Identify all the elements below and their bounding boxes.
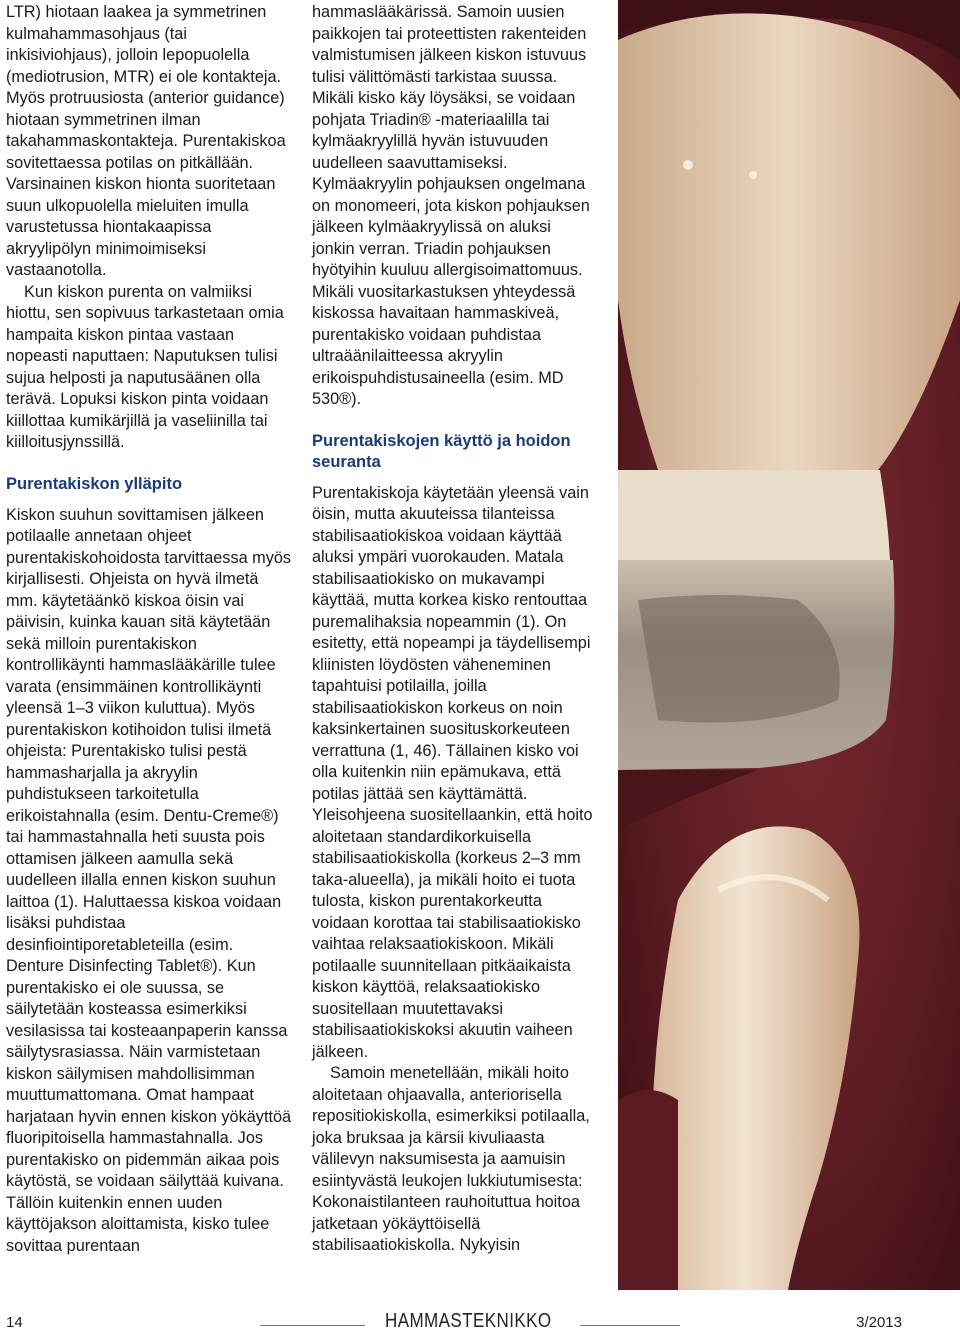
body-paragraph: Purentakiskoja käytetään yleensä vain öisin, mutta akuuteissa tilanteissa stabilisaatiokiskoa voidaan käyttää aluksi ympäri vuorokauden. Matala stabilisaatiokisko on mukavampi käyttää, mutta korkea kisko rentouttaa puremalihaksia nopeammin (1). On esitetty, että nopeampi ja täydellisempi kliinisten löydösten väheneminen tapahtuisi potilailla, joilla stabilisaatiokiskon korkeus on noin kaksinkertainen suosituskorkeuteen verrattuna (1, 46). Tällainen kisko voi olla kuitenkin niin epämukava, että potilas jättää sen käyttämättä. Yleisohjeena suositellaankin, että hoito aloitetaan standardikorkuisella stabilisaatiokiskolla (korkeus 2–3 mm taka-alueella), ja mikäli hoito ei tuota tulosta, kiskon purentakorkeutta voidaan korottaa tai stabilisaatiokisko vaihtaa relaksaatiokiskoon. Mikäli potilaalle suunnitellaan pitkäaikaista kiskon käyttöä, relaksaatiokisko suositellaan muutettavaksi stabilisaatiokiskoksi akuutin vaiheen jälkeen. [312, 483, 593, 1061]
page-number: 14 [6, 1314, 23, 1331]
article-column-1 [6, 2, 294, 1257]
footer-rule-left [260, 1325, 365, 1326]
dental-splint-illustration [618, 0, 960, 1290]
section-heading: Purentakiskojen käyttö ja hoidon seuranta [312, 431, 571, 471]
body-paragraph: Kun kiskon purenta on valmiiksi hiottu, sen sopivuus tarkastetaan omia hampaita kiskon pintaa vastaan nopeasti naputtaen: Naputuksen tulisi sujua helposti ja naputusäänen olla terävä. Lopuksi kiskon pinta voidaan kiillottaa kumikärjillä ja vaseliinilla tai kiilloitusjynssillä. [6, 282, 284, 451]
publication-title: HAMMASTEKNIKKO [385, 1310, 552, 1332]
issue-number: 3/2013 [856, 1314, 902, 1331]
page-footer [0, 1300, 960, 1339]
body-paragraph: LTR) hiotaan laakea ja symmetrinen kulmahammasohjaus (tai inkisiviohjaus), jolloin lepopuolella (mediotrusion, MTR) ei ole kontakteja. Myös protruusiosta (anterior guidance) hiotaan symmetrinen ilman takahammaskontakteja. Purentakiskoa sovitettaessa potilas on pitkällään. Varsinainen kiskon hionta suoritetaan suun ulkopuolella mieluiten imulla varustetussa hiontakaapissa akryylipölyn minimoimiseksi vastaanotolla. [6, 3, 286, 279]
article-column-2 [312, 2, 597, 1257]
body-paragraph: hammaslääkärissä. Samoin uusien paikkojen tai proteettisten rakenteiden valmistumisen jälkeen kiskon istuvuus tulisi välittömästi tarkistaa suussa. Mikäli kisko käy löysäksi, se voidaan pohjata Triadin® -materiaalilla tai kylmäakryylillä hyvän istuvuuden uudelleen saavuttamiseksi. Kylmäakryylin pohjauksen ongelmana on monomeeri, jota kiskon pohjauksen jälkeen kylmäakryylissä on aluksi jonkin verran. Triadin pohjauksen hyötyihin kuuluu allergisoimattomuus. Mikäli vuositarkastuksen yhteydessä kiskossa havaitaan hammaskiveä, purentakisko voidaan puhdistaa ultraäänilaitteessa akryylin erikoispuhdistusaineella (esim. MD 530®). [312, 3, 590, 408]
footer-rule-right [580, 1325, 680, 1326]
body-paragraph: Samoin menetellään, mikäli hoito aloitetaan ohjaavalla, anteriorisella repositiokiskolla, esimerkiksi potilaalla, joka bruksaa ja kärsii kivuliaasta välilevyn naksumisesta ja aamuisin esiintyvästä leukojen lukkiutumisesta: Kokonaistilanteen rauhoituttua hoitoa jatketaan yökäyttöisellä stabilisaatiokiskolla. Nykyisin [312, 1064, 590, 1254]
dental-splint-photo [618, 0, 960, 1290]
body-paragraph: Kiskon suuhun sovittamisen jälkeen potilaalle annetaan ohjeet purentakiskohoidosta tarvittaessa myös kirjallisesti. Ohjeista on hyvä ilmetä mm. käytetäänkö kiskoa öisin vai päivisin, kuinka kauan sitä käytetään sekä milloin purentakiskon kontrollikäynti hammaslääkärille tulee varata (ensimmäinen kontrollikäynti yleensä 1–3 viikon kuluttua). Myös purentakiskon kotihoidon tulisi ilmetä ohjeista: Purentakisko tulisi pestä hammasharjalla ja akryylin puhdistukseen tarkoitetulla erikoistahnalla (esim. Dentu-Creme®) tai hammastahnalla heti suusta pois ottamisen jälkeen aamulla sekä uudelleen illalla ennen kiskon suuhun laittoa (1). Haluttaessa kiskoa voidaan lisäksi puhdistaa desinfiointiporetableteilla (esim. Denture Disinfecting Tablet®). Kun purentakisko ei ole suussa, se säilytetään kosteassa esimerkiksi vesilasissa tai kosteaanpaperin kanssa säilytysrasiassa. Näin varmistetaan kiskon säilymisen mahdollisimman muuttumattomana. Omat hampaat harjataan hyvin ennen kiskon yökäyttöä fluoripitoisella hammastahnalla. Jos purentakisko on pidemmän aikaa pois käytöstä, se voidaan säilyttää kuivana. Tällöin kuitenkin ennen uuden käyttöjakson aloittamista, kisko tulee sovittaa purentaan [6, 505, 292, 1255]
section-heading: Purentakiskon ylläpito [6, 474, 183, 493]
